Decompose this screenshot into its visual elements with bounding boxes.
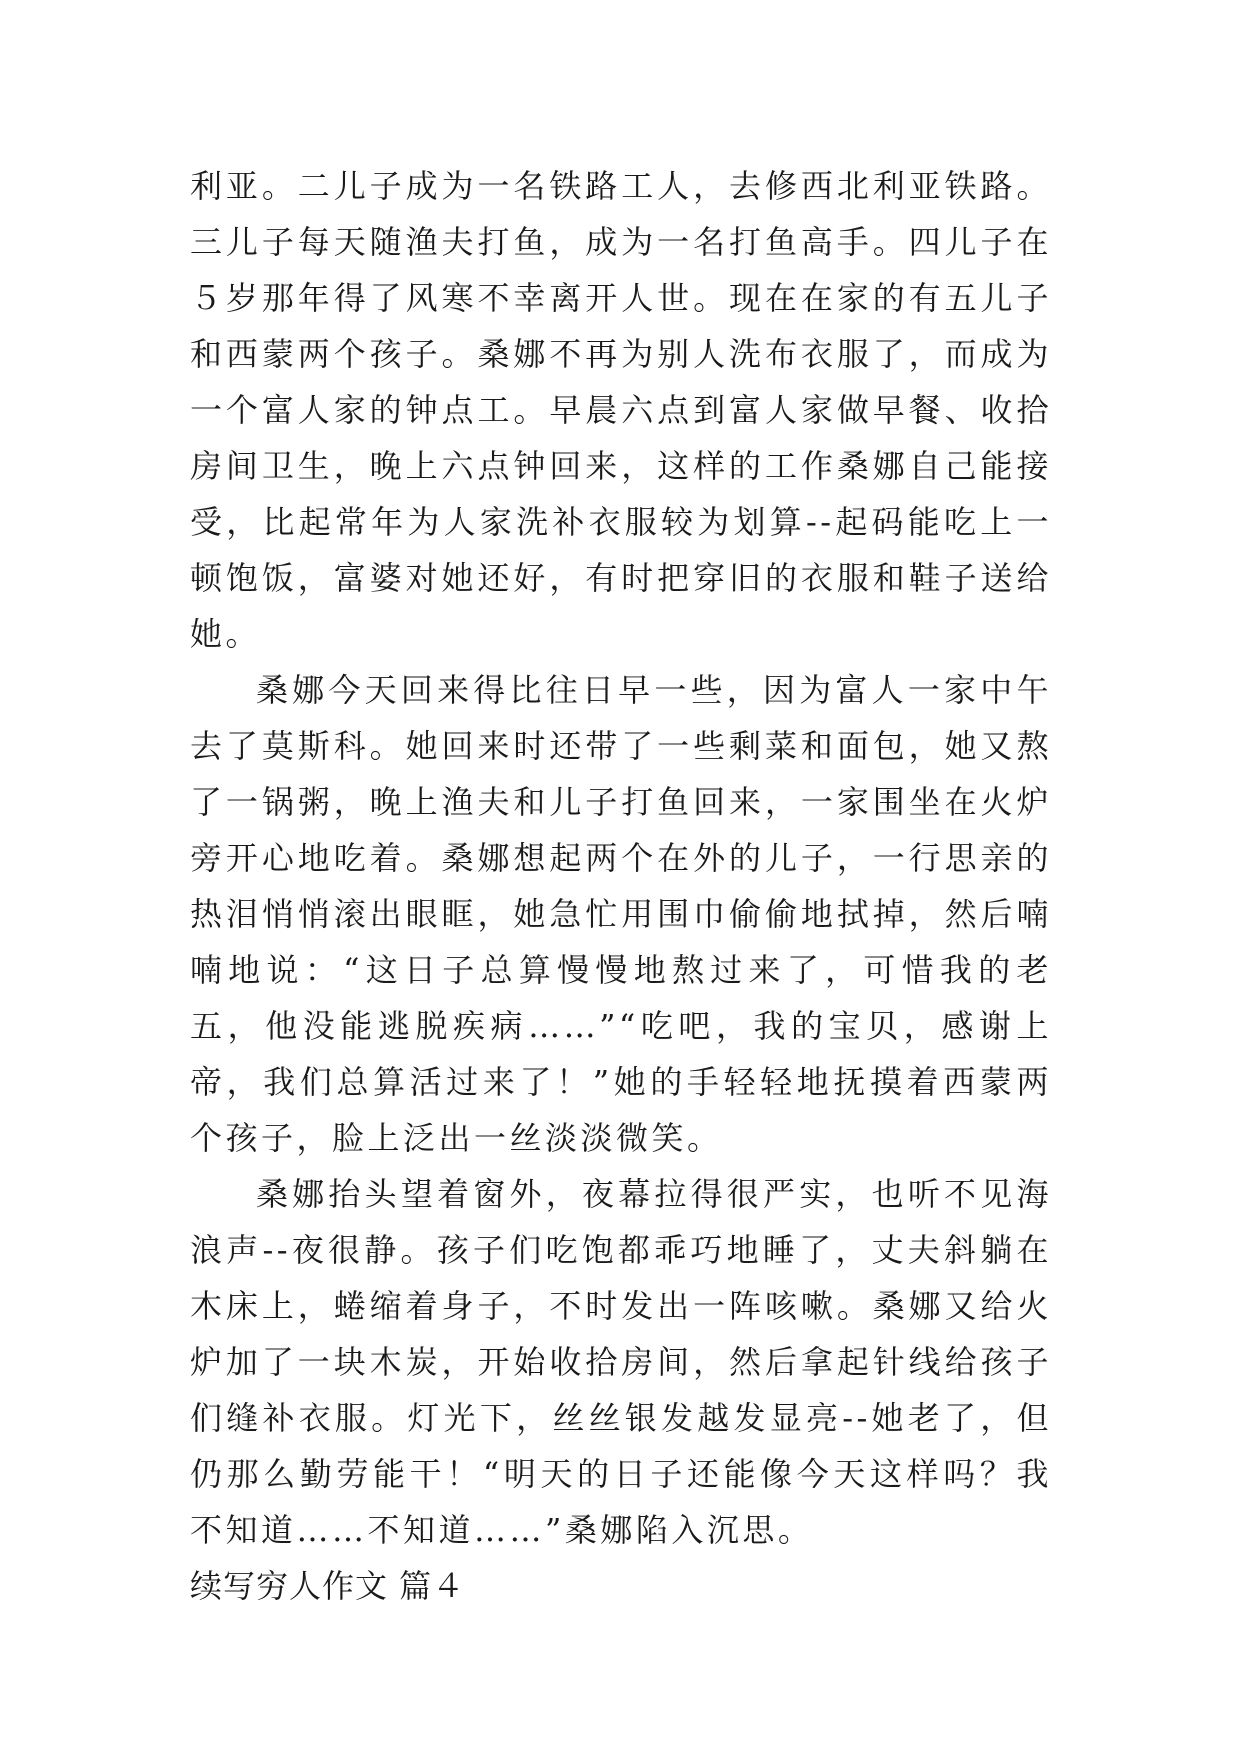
section-heading: 续写穷人作文 篇４ xyxy=(190,1567,466,1605)
document-body xyxy=(190,158,1052,1614)
paragraph-2: 桑娜今天回来得比往日早一些，因为富人一家中午去了莫斯科。她回来时还带了一些剩菜和面包，她又熬了一锅粥，晚上渔夫和儿子打鱼回来，一家围坐在火炉旁开心地吃着。桑娜想起两个在外的儿子，一行思亲的热泪悄悄滚出眼眶，她急忙用围巾偷偷地拭掉，然后喃喃地说：“这日子总算慢慢地熬过来了，可惜我的老五，他没能逃脱疾病……”“吃吧，我的宝贝，感谢上帝，我们总算活过来了！”她的手轻轻地抚摸着西蒙两个孩子，脸上泛出一丝淡淡微笑。 xyxy=(190,671,1052,1157)
paragraph-3: 桑娜抬头望着窗外，夜幕拉得很严实，也听不见海浪声--夜很静。孩子们吃饱都乖巧地睡了，丈夫斜躺在木床上，蜷缩着身子，不时发出一阵咳嗽。桑娜又给火炉加了一块木炭，开始收拾房间，然后拿起针线给孩子们缝补衣服。灯光下，丝丝银发越发显亮--她老了，但仍那么勤劳能干！“明天的日子还能像今天这样吗？我不知道……不知道……”桑娜陷入沉思。 xyxy=(190,1175,1052,1549)
paragraph-1: 利亚。二儿子成为一名铁路工人，去修西北利亚铁路。三儿子每天随渔夫打鱼，成为一名打鱼高手。四儿子在５岁那年得了风寒不幸离开人世。现在在家的有五儿子和西蒙两个孩子。桑娜不再为别人洗布衣服了，而成为一个富人家的钟点工。早晨六点到富人家做早餐、收拾房间卫生，晚上六点钟回来，这样的工作桑娜自己能接受，比起常年为人家洗补衣服较为划算--起码能吃上一顿饱饭，富婆对她还好，有时把穿旧的衣服和鞋子送给她。 xyxy=(190,167,1052,653)
